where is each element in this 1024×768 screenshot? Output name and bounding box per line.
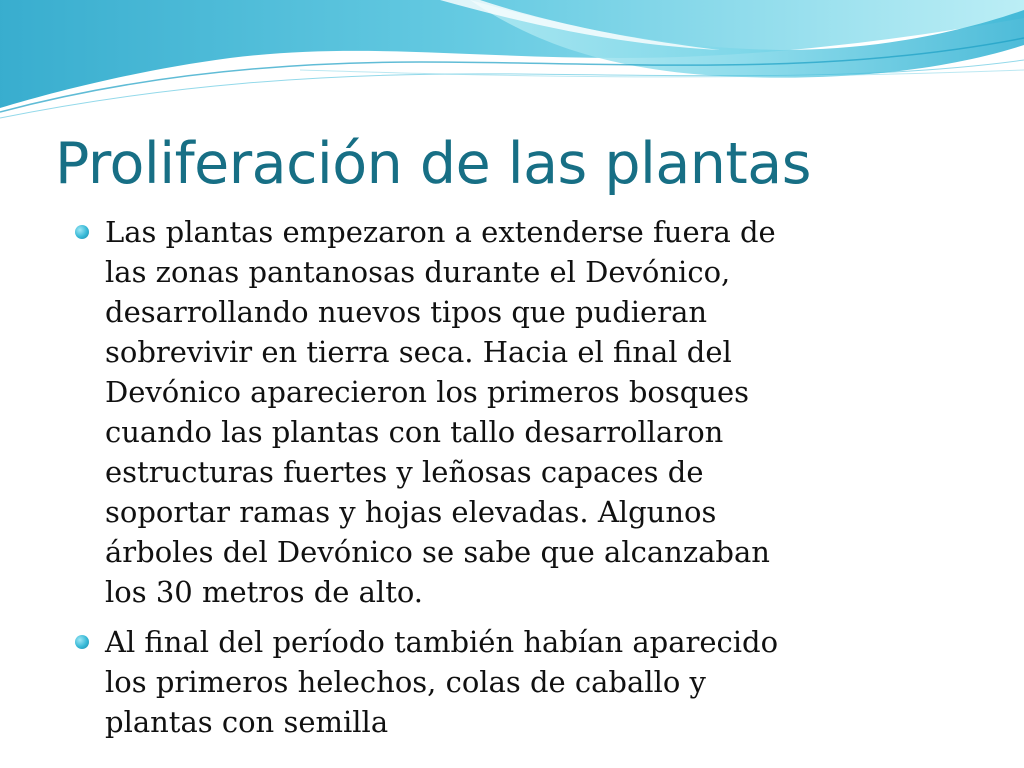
bullet-text: Las plantas empezaron a extenderse fuera de las zonas pantanosas durante el Devónico, desarrollando nuevos tipos que pudieran sobrevivir en tierra seca. Hacia el final del Devónico aparecieron los primeros bosques cuando las plantas con tallo desarrollaron estructuras fuertes y leñosas capaces de soportar ramas y hojas elevadas. Algunos árboles del Devónico se sabe que alcanzaban los 30 metros de alto. [105, 215, 776, 609]
wave-header-decoration [0, 0, 1024, 130]
bullet-icon [75, 635, 89, 649]
bullet-list [72, 212, 792, 752]
bullet-item [72, 212, 792, 612]
slide-title: Proliferación de las plantas [55, 131, 811, 197]
bullet-icon [75, 225, 89, 239]
bullet-item [72, 622, 792, 742]
bullet-text: Al final del período también habían aparecido los primeros helechos, colas de caballo y plantas con semilla [105, 625, 779, 739]
